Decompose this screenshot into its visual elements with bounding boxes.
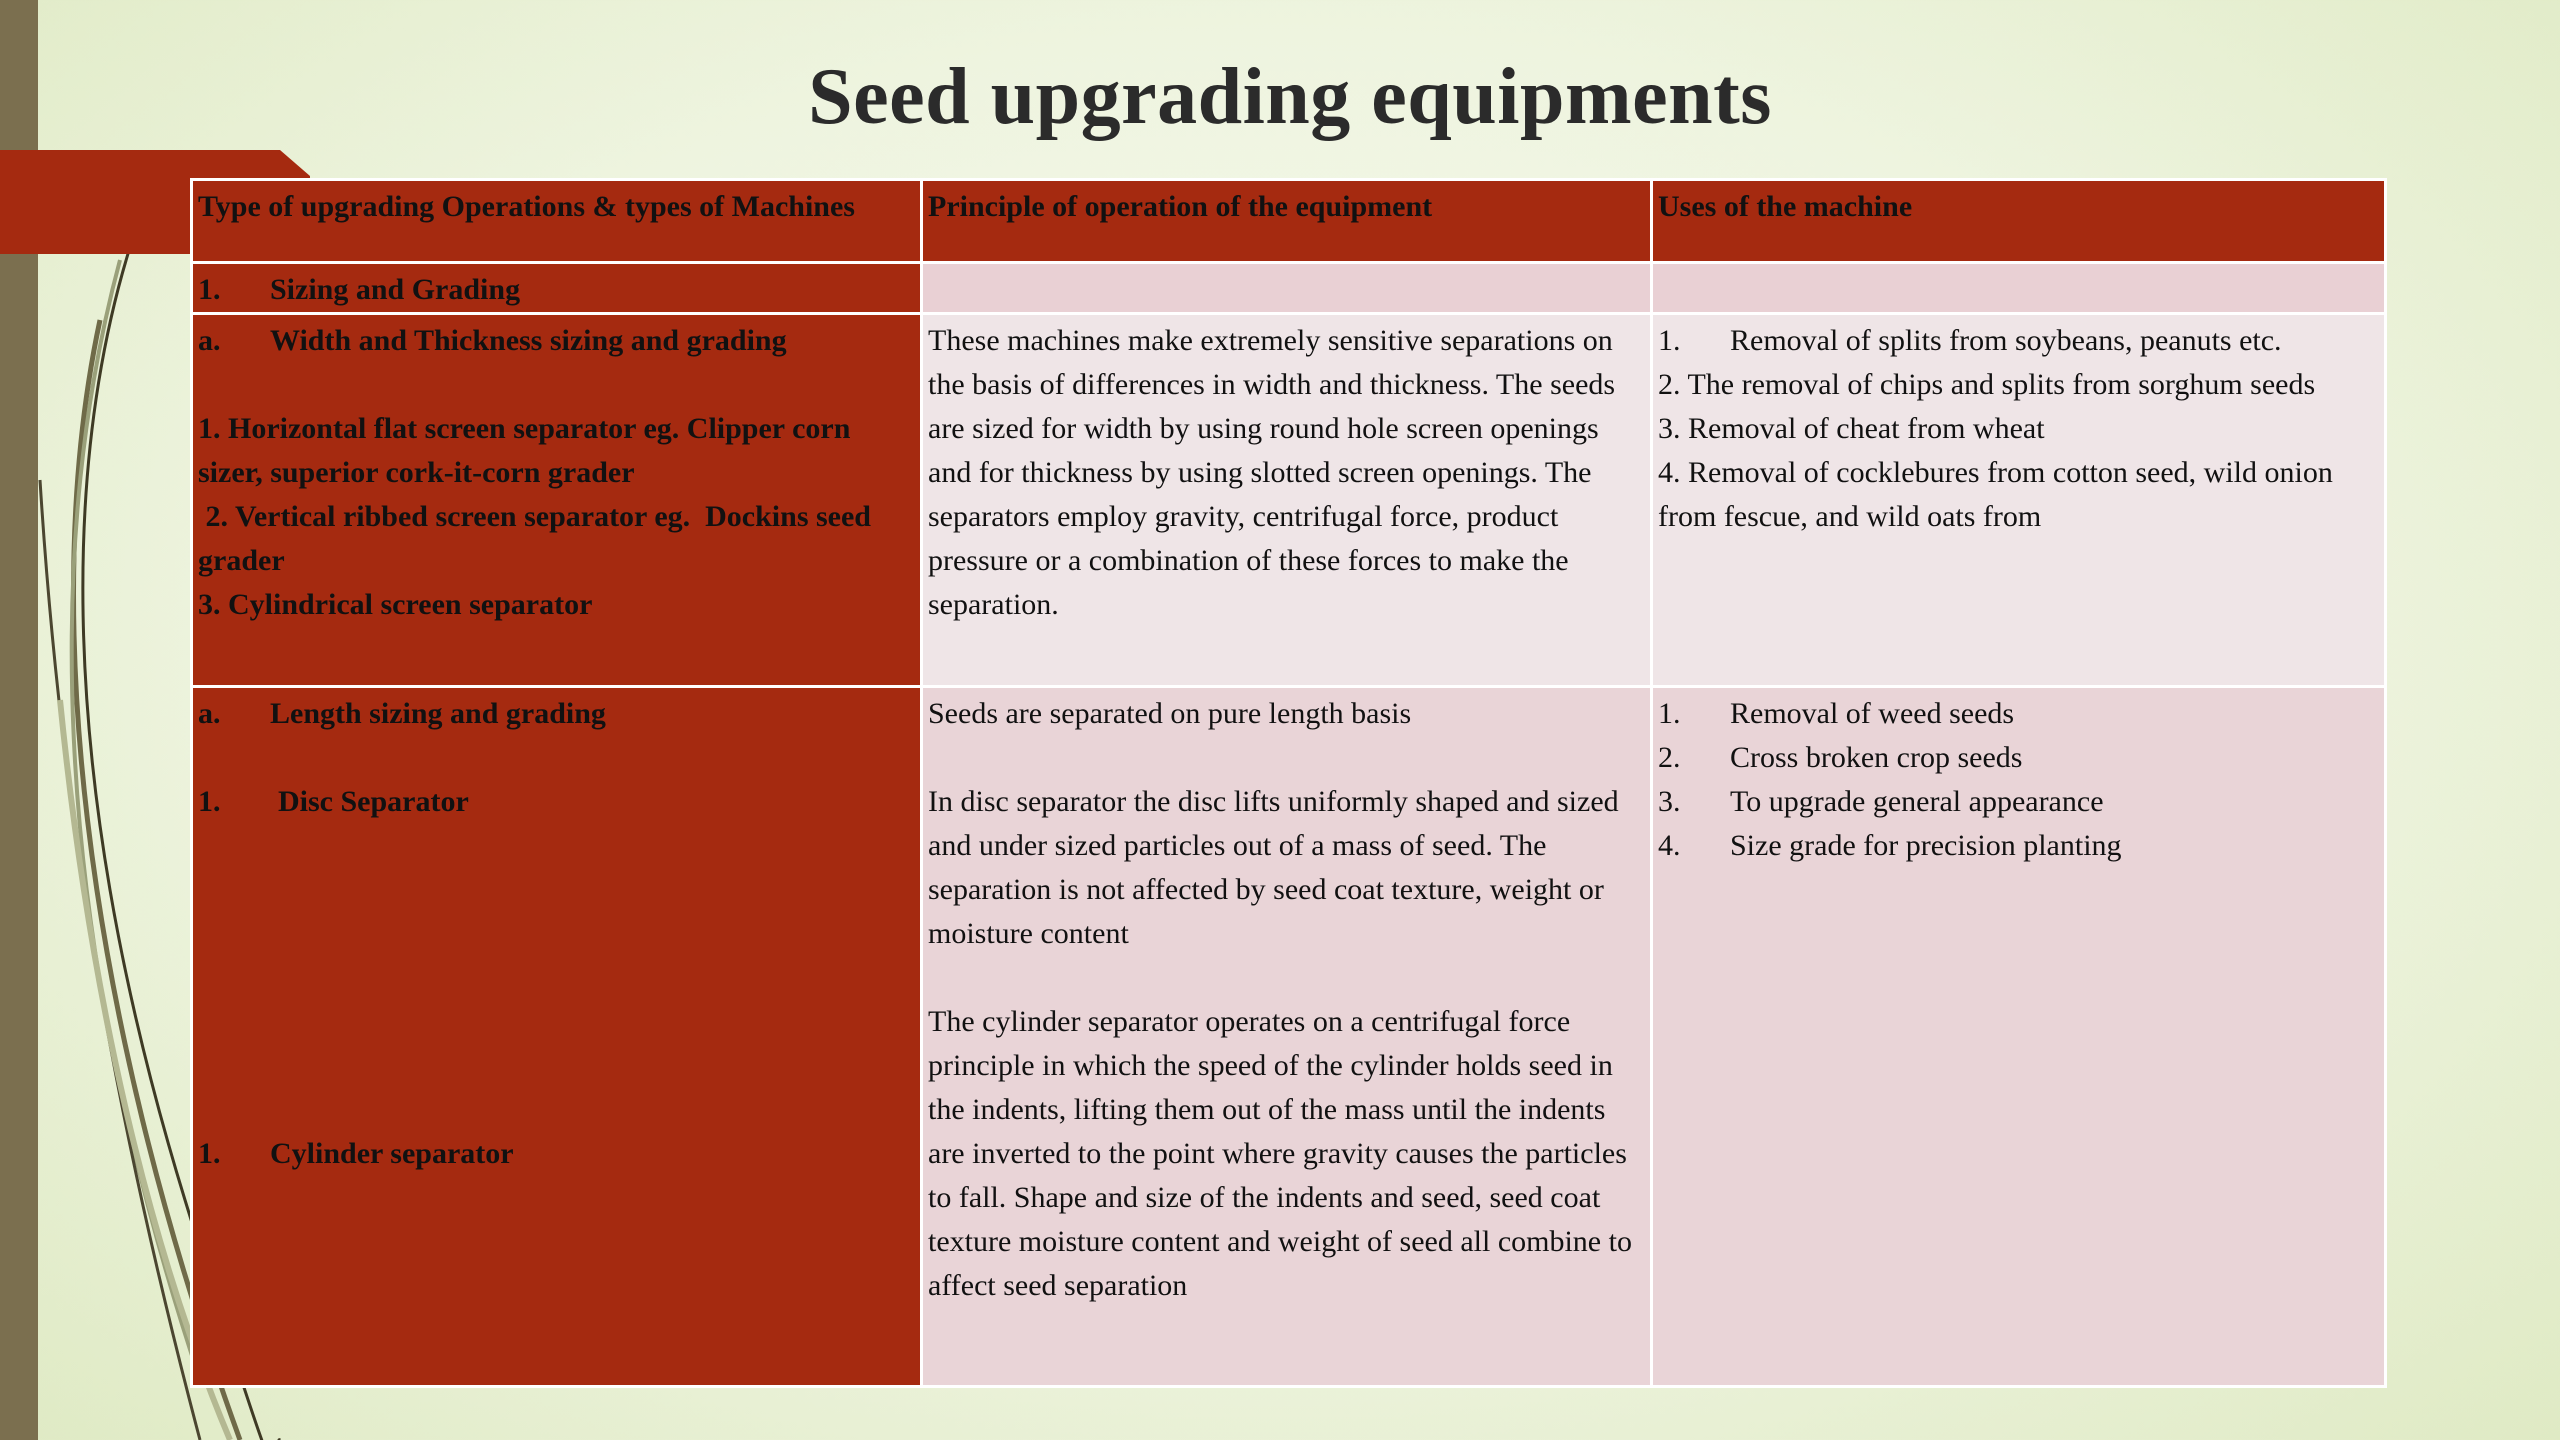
disc-separator-label: Disc Separator — [278, 785, 469, 818]
use-num: 2. — [1658, 741, 1681, 774]
list-item — [1658, 780, 2379, 824]
length-machines-cell — [192, 687, 922, 1387]
list-item — [1658, 824, 2379, 868]
list-item — [1658, 736, 2379, 780]
width-use-3: 3. Removal of cheat from wheat — [1658, 412, 2045, 445]
table-row-length — [192, 687, 2386, 1387]
width-use-4: 4. Removal of cocklebures from cotton seed, wild onion from fescue, and wild oats from — [1658, 456, 2333, 533]
section-row — [192, 263, 2386, 314]
header-principle: Principle of operation of the equipment — [922, 180, 1652, 263]
use-num: 3. — [1658, 785, 1681, 818]
equipment-table — [190, 178, 2387, 1388]
length-principle-1: Seeds are separated on pure length basis — [928, 697, 1412, 730]
table-header-row — [192, 180, 2386, 263]
width-principle: These machines make extremely sensitive separations on the basis of differences in width and thickness. The seeds are sized for width by using round hole screen openings and for thickness by using slotted screen openings. The separators employ gravity, centrifugal force, product pressure or a combination of these forces to make the separation. — [928, 324, 1616, 621]
section-empty-cell — [922, 263, 1652, 314]
width-machine-3: 3. Cylindrical screen separator — [198, 588, 593, 621]
length-uses-cell — [1652, 687, 2386, 1387]
width-use-1-num: 1. — [1658, 324, 1681, 357]
length-heading-num: a. — [198, 697, 221, 730]
header-uses: Uses of the machine — [1652, 180, 2386, 263]
width-principle-cell — [922, 314, 1652, 687]
width-machine-1: 1. Horizontal flat screen separator eg. Clipper corn sizer, superior cork-it-corn grader — [198, 412, 851, 489]
table-row-width-thickness — [192, 314, 2386, 687]
section-empty-cell — [1652, 263, 2386, 314]
width-machines-cell — [192, 314, 922, 687]
disc-num: 1. — [198, 785, 221, 818]
use-text: Cross broken crop seeds — [1730, 741, 2023, 774]
length-principle-2: In disc separator the disc lifts uniformly shaped and sized and under sized particles out of a mass of seed. The separation is not affected by seed coat texture, weight or moisture content — [928, 785, 1619, 950]
use-text: Removal of weed seeds — [1730, 697, 2015, 730]
length-principle-cell — [922, 687, 1652, 1387]
header-machine-types: Type of upgrading Operations & types of Machines — [192, 180, 922, 263]
page-title: Seed upgrading equipments — [808, 53, 1772, 141]
use-text: To upgrade general appearance — [1730, 785, 2104, 818]
width-machine-2: 2. Vertical ribbed screen separator eg. Dockins seed grader — [198, 500, 879, 577]
length-principle-3: The cylinder separator operates on a centrifugal force principle in which the speed of the cylinder holds seed in the indents, lifting them out of the mass until the indents are inverted to the point where gravity causes the particles to fall. Shape and size of the indents and seed, seed coat texture moisture content and weight of seed all combine to affect seed separation — [928, 1005, 1632, 1302]
section-label: Sizing and Grading — [270, 273, 521, 306]
cylinder-num: 1. — [198, 1137, 221, 1170]
section-number: 1. — [198, 273, 221, 306]
width-heading-num: a. — [198, 324, 221, 357]
width-uses-cell — [1652, 314, 2386, 687]
use-num: 4. — [1658, 829, 1681, 862]
width-use-2: 2. The removal of chips and splits from sorghum seeds — [1658, 368, 2316, 401]
width-use-1: Removal of splits from soybeans, peanuts etc. — [1730, 324, 2282, 357]
use-num: 1. — [1658, 697, 1681, 730]
section-cell — [192, 263, 922, 314]
width-heading: Width and Thickness sizing and grading — [270, 324, 787, 357]
cylinder-separator-label: Cylinder separator — [270, 1137, 514, 1170]
use-text: Size grade for precision planting — [1730, 829, 2122, 862]
list-item — [1658, 692, 2379, 736]
length-heading: Length sizing and grading — [270, 697, 606, 730]
